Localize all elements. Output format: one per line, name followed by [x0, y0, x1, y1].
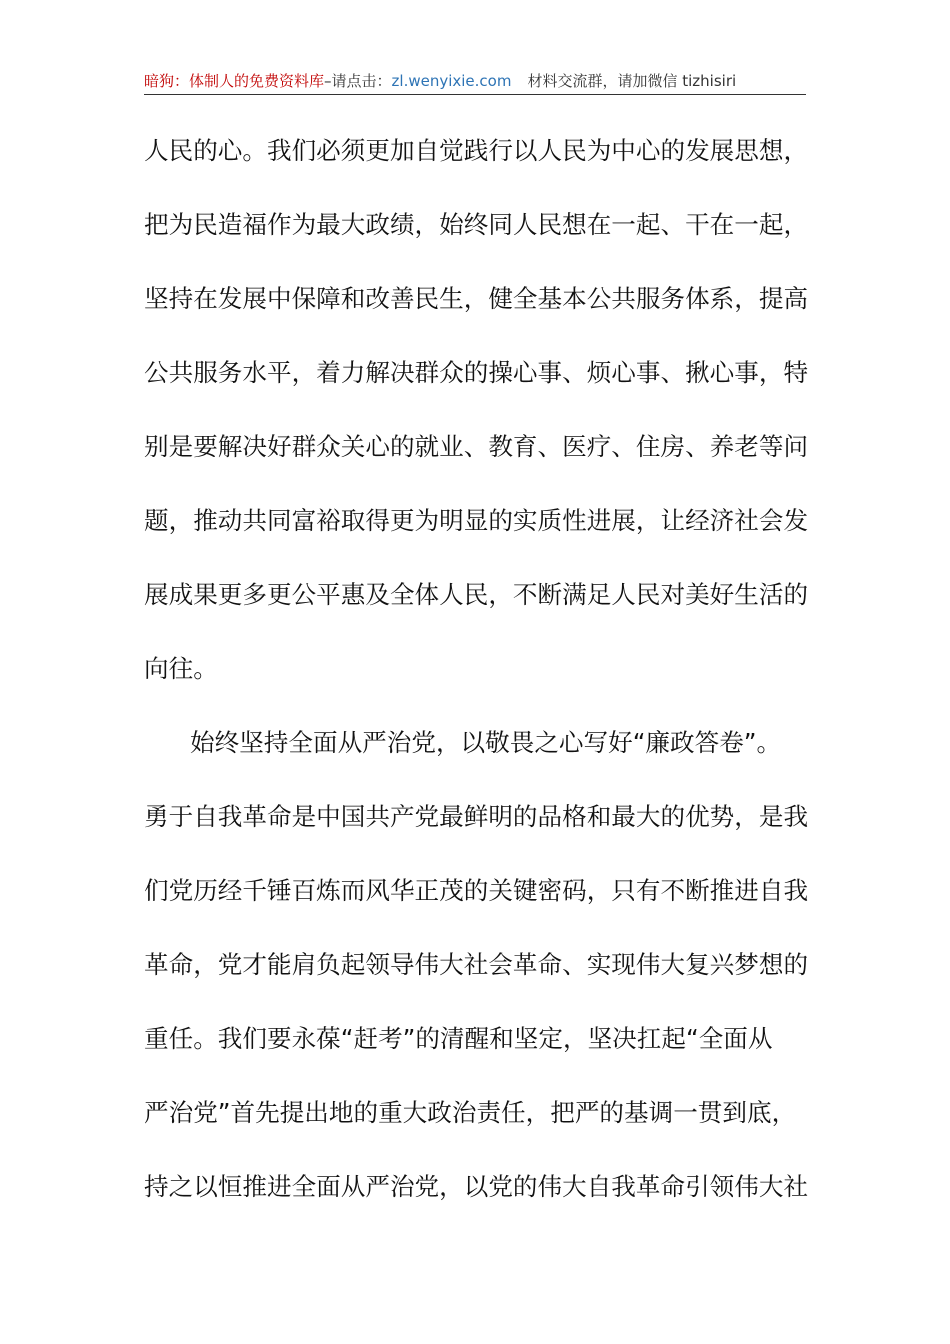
body-line: 严治党”首先提出地的重大政治责任，把严的基调一贯到底，	[144, 1098, 797, 1127]
header-group-note: 材料交流群，请加微信 tizhisiri	[527, 72, 737, 90]
body-line: 题，推动共同富裕取得更为明显的实质性进展，让经济社会发	[144, 506, 808, 535]
body-line: 把为民造福作为最大政绩，始终同人民想在一起、干在一起，	[144, 210, 808, 239]
body-line: 持之以恒推进全面从严治党，以党的伟大自我革命引领伟大社	[144, 1172, 808, 1201]
page-header	[144, 70, 806, 95]
header-link[interactable]: zl.wenyixie.com	[391, 72, 512, 90]
body-line: 别是要解决好群众关心的就业、教育、医疗、住房、养老等问	[144, 432, 808, 461]
body-line: 展成果更多更公平惠及全体人民，不断满足人民对美好生活的	[144, 580, 808, 609]
body-line: 们党历经千锤百炼而风华正茂的关键密码，只有不断推进自我	[144, 876, 808, 905]
body-line: 重任。我们要永葆“赶考”的清醒和坚定，坚决扛起“全面从	[144, 1024, 773, 1053]
paragraph-heading-line: 始终坚持全面从严治党，以敬畏之心写好“廉政答卷”。	[190, 728, 782, 757]
body-line: 人民的心。我们必须更加自觉践行以人民为中心的发展思想，	[144, 136, 808, 165]
body-line: 革命，党才能肩负起领导伟大社会革命、实现伟大复兴梦想的	[144, 950, 808, 979]
body-line: 坚持在发展中保障和改善民生，健全基本公共服务体系，提高	[144, 284, 808, 313]
header-prompt: –请点击：	[324, 72, 392, 90]
body-line: 勇于自我革命是中国共产党最鲜明的品格和最大的优势，是我	[144, 802, 808, 831]
body-line: 向往。	[144, 654, 218, 683]
document-body	[144, 114, 808, 1224]
header-brand: 暗狗：体制人的免费资料库	[144, 72, 325, 90]
body-line: 公共服务水平，着力解决群众的操心事、烦心事、揪心事，特	[144, 358, 808, 387]
